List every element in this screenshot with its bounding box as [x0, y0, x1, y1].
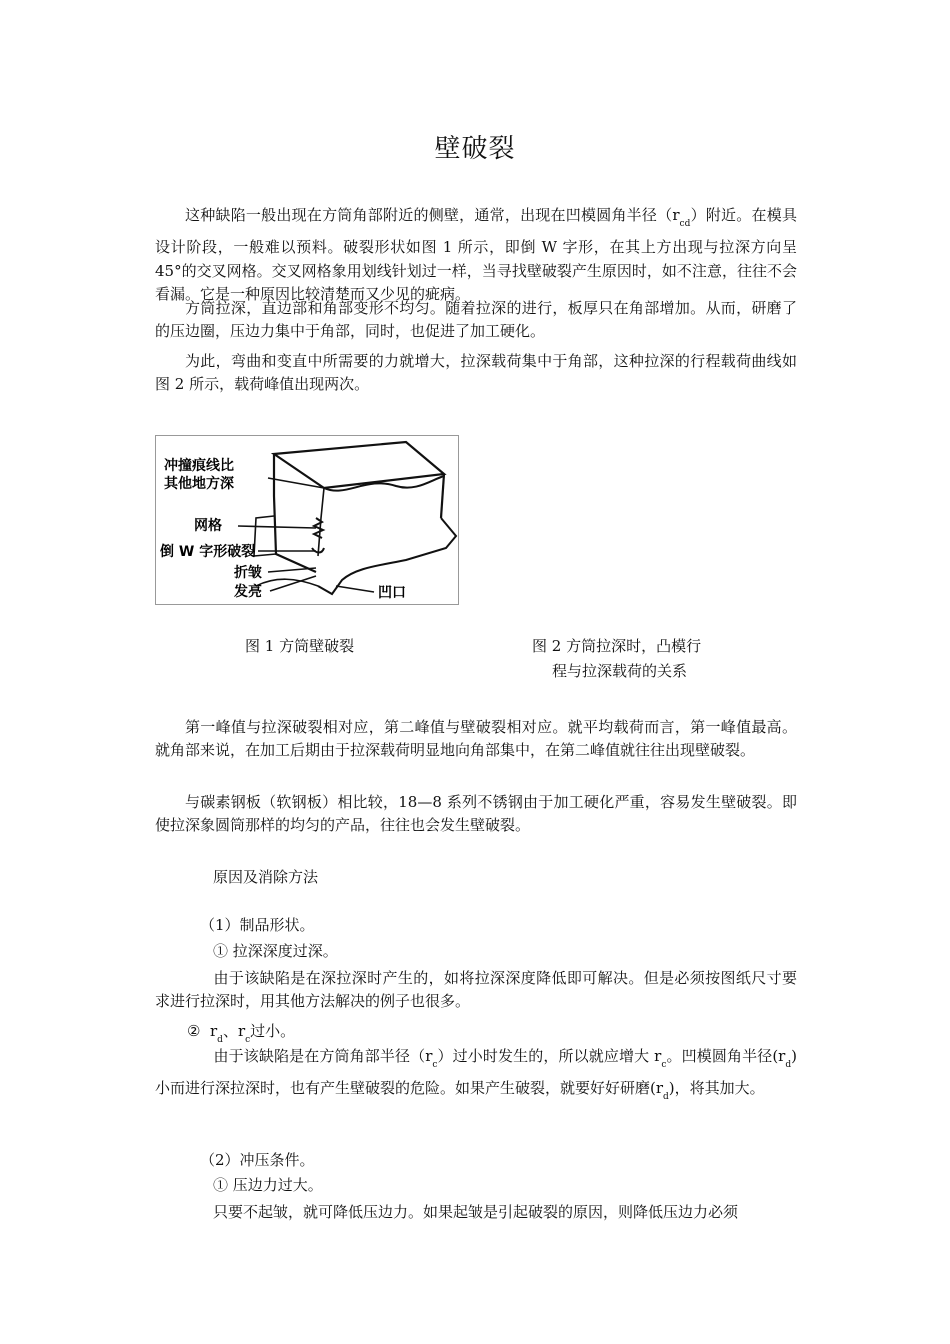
symbol-r: r	[237, 1022, 246, 1040]
box-corner-illustration	[156, 436, 458, 604]
figure-label: 折皱	[234, 565, 262, 581]
subscript: c	[661, 1060, 667, 1070]
subscript: cd	[679, 219, 691, 229]
text-run: 由于该缺陷是在方筒角部半径（r	[213, 1047, 433, 1065]
subsection-1: （1）制品形状。	[200, 916, 315, 934]
page-title: 壁破裂	[434, 134, 516, 164]
figure-2-caption-line2: 程与拉深载荷的关系	[552, 662, 688, 680]
text-run: ）附近。在模具设计阶段，一般难以预料。破裂形状如图 1 所示，即倒 W 字形，在其上方出现与拉深方向呈 45°的交叉网格。交叉网格象用划线针划过一样，当寻找壁破裂产生原因时，如不注意，往往不会看漏。它是一种原因比较清楚而又少见的疵病。	[155, 206, 797, 303]
paragraph-4: 第一峰值与拉深破裂相对应，第二峰值与壁破裂相对应。就平均载荷而言，第一峰值最高。就角部来说，在加工后期由于拉深载荷明显地向角部集中，在第二峰值就往往出现壁破裂。	[155, 718, 797, 760]
separator: 、	[222, 1022, 238, 1040]
subscript: d	[785, 1060, 792, 1070]
subscript: d	[663, 1092, 669, 1103]
subscript: c	[432, 1060, 438, 1070]
text-run: 过小。	[250, 1022, 296, 1040]
figure-label: 发亮	[234, 584, 262, 600]
circled-number: ②	[187, 1022, 201, 1040]
text-run: 。凹模圆角半径(r	[666, 1047, 786, 1065]
item-1-2	[187, 1020, 295, 1045]
figure-label: 其他地方深	[164, 476, 234, 492]
figure-2-caption-line1: 图 2 方筒拉深时，凸模行	[532, 637, 702, 655]
text-run: )小而进行深拉深时，也有产生壁破裂的危险。如果产生破裂，就要好好研磨(r	[155, 1047, 797, 1098]
subscript: d	[217, 1035, 223, 1045]
paragraph-5: 与碳素钢板（软钢板）相比较，18—8 系列不锈钢由于加工硬化严重，容易发生壁破裂。即使拉深象圆筒那样的均匀的产品，往往也会发生壁破裂。	[155, 793, 797, 835]
paragraph-2: 方筒拉深，直边部和角部变形不均匀。随着拉深的进行，板厚只在角部增加。从而，研磨了的压边圈，压边力集中于角部，同时，也促进了加工硬化。	[155, 299, 797, 341]
subsection-2: （2）冲压条件。	[200, 1151, 315, 1169]
paragraph-intro	[155, 204, 797, 306]
figure-label: 网格	[194, 518, 222, 534]
figure-label: 冲撞痕线比	[164, 458, 234, 474]
figure-label: 倒 W 字形破裂	[160, 544, 256, 560]
figure-label: 凹口	[378, 585, 406, 601]
item-2-1-text: 只要不起皱，就可降低压边力。如果起皱是引起破裂的原因，则降低压边力必须	[213, 1203, 739, 1221]
paragraph-3: 为此，弯曲和变直中所需要的力就增大，拉深载荷集中于角部，这种拉深的行程载荷曲线如图 2 所示，载荷峰值出现两次。	[155, 352, 797, 394]
text-run: 这种缺陷一般出现在方筒角部附近的侧壁，通常，出现在凹模圆角半径（r	[185, 206, 680, 224]
subscript: c	[245, 1035, 251, 1045]
item-1-2-text	[155, 1045, 797, 1110]
section-heading: 原因及消除方法	[213, 868, 319, 886]
item-2-1: ① 压边力过大。	[213, 1176, 323, 1194]
figure-1-caption: 图 1 方筒壁破裂	[245, 637, 355, 655]
symbol-r: r	[210, 1022, 218, 1040]
item-1-1: ① 拉深深度过深。	[213, 942, 338, 960]
figure-1-image	[155, 435, 459, 605]
text-run: )，将其加大。	[668, 1079, 765, 1098]
item-1-1-text: 由于该缺陷是在深拉深时产生的，如将拉深深度降低即可解决。但是必须按图纸尺寸要求进行拉深时，用其他方法解决的例子也很多。	[155, 969, 797, 1011]
text-run: ）过小时发生的，所以就应增大 r	[437, 1047, 662, 1065]
